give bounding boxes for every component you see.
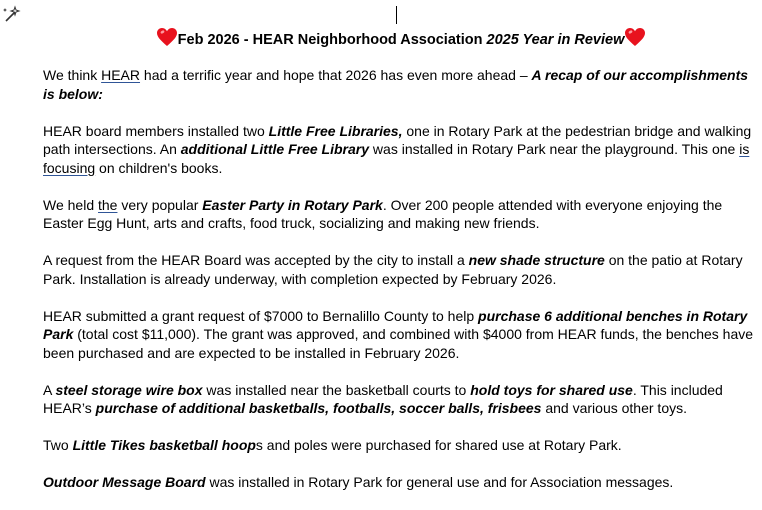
spell-flag: HEAR bbox=[101, 67, 141, 83]
paragraph-message-board: Outdoor Message Board was installed in Rotary Park for general use and for Association messages. bbox=[43, 474, 674, 490]
document-body[interactable] bbox=[43, 66, 755, 510]
title-text: Feb 2026 - HEAR Neighborhood Association bbox=[177, 32, 487, 48]
magic-wand-icon[interactable] bbox=[2, 4, 22, 24]
paragraph-shade: A request from the HEAR Board was accepted by the city to install a new shade structure on the patio at Rotary Park. Installation is already underway, with completion expected by February 2026. bbox=[43, 252, 743, 287]
paragraph-intro: We think HEAR had a terrific year and hope that 2026 has even more ahead – A recap of our accomplishments is below: bbox=[43, 67, 749, 102]
paragraph-hoops: Two Little Tikes basketball hoops and poles were purchased for shared use at Rotary Park. bbox=[43, 437, 622, 453]
text-cursor bbox=[396, 6, 397, 24]
grammar-flag: the bbox=[98, 196, 118, 213]
document-title bbox=[0, 26, 762, 48]
paragraph-easter: We held the very popular Easter Party in Rotary Park. Over 200 people attended with everyone enjoying the Easter Egg Hunt, arts and crafts, food truck, socializing and making new friends. bbox=[43, 196, 723, 231]
heart-icon bbox=[624, 26, 646, 48]
grammar-flag: is focusing bbox=[43, 141, 750, 176]
heart-icon bbox=[156, 26, 178, 48]
paragraph-libraries: HEAR board members installed two Little Free Libraries, one in Rotary Park at the pedestrian bridge and walking path intersections. An additional Little Free Library was installed in Rotary Park near the playground. This one is focusing on children's books. bbox=[43, 122, 752, 176]
paragraph-benches: HEAR submitted a grant request of $7000 to Bernalillo County to help purchase 6 additional benches in Rotary Park (total cost $11,000). The grant was approved, and combined with $4000 from HEAR funds, the benches have been purchased and are expected to be installed in February 2026. bbox=[43, 307, 754, 361]
title-italic: 2025 Year in Review bbox=[486, 32, 625, 48]
paragraph-storage: A steel storage wire box was installed near the basketball courts to hold toys for shared use. This included HEAR’s purchase of additional basketballs, footballs, soccer balls, frisbees and various other toys. bbox=[43, 381, 723, 416]
